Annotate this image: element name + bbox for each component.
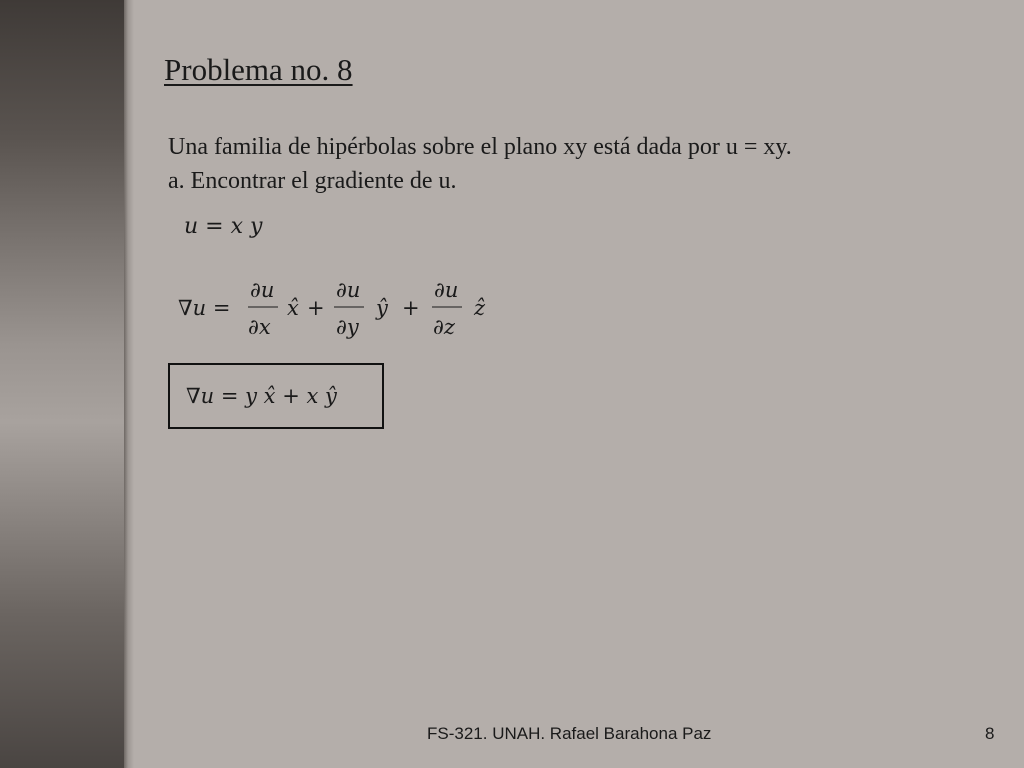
term2-numerator: ∂u	[336, 278, 361, 302]
decorative-sidebar	[0, 0, 124, 768]
equation-u-definition: u = x y	[184, 214, 263, 239]
term2-operator: +	[402, 296, 420, 320]
term1-denominator: ∂x	[248, 315, 271, 339]
term3-denominator: ∂z	[433, 315, 455, 339]
slide-title: Problema no. 8	[164, 52, 353, 87]
equation-gradient-result-box	[168, 363, 384, 429]
footer-text: FS-321. UNAH. Rafael Barahona Paz	[427, 724, 712, 743]
term3-numerator: ∂u	[434, 278, 459, 302]
gradient-result: ∇u = y x̂ + x ŷ	[186, 384, 337, 408]
term3-unit-vector: ẑ	[474, 296, 486, 320]
gradient-lhs: ∇u =	[178, 296, 231, 320]
problem-line-2: a. Encontrar el gradiente de u.	[168, 168, 457, 194]
term1-numerator: ∂u	[250, 278, 275, 302]
page-number: 8	[985, 724, 995, 743]
term1-operator: +	[307, 296, 325, 320]
term1-unit-vector: x̂	[287, 296, 299, 320]
sidebar-edge	[124, 0, 134, 768]
problem-line-1: Una familia de hipérbolas sobre el plano xy está dada por u = xy.	[168, 134, 792, 160]
term2-denominator: ∂y	[336, 315, 359, 339]
equation-gradient-general	[178, 276, 518, 346]
term2-unit-vector: ŷ	[376, 296, 388, 320]
problem-statement	[168, 130, 792, 198]
